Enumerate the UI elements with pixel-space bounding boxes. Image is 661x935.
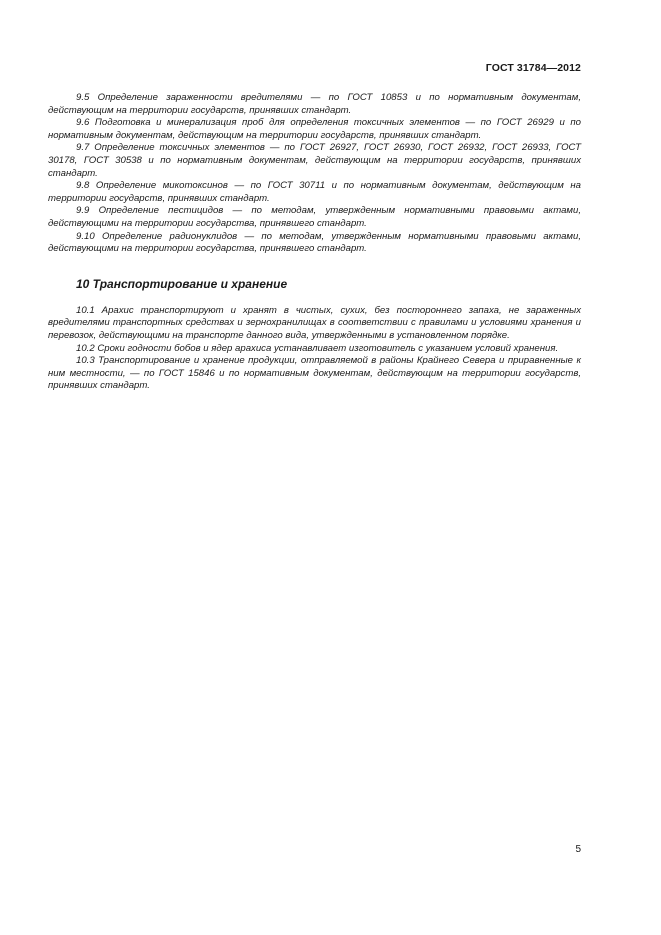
page-content bbox=[48, 92, 581, 393]
paragraph-9-9: 9.9 Определение пестицидов — по методам, утвержденным нормативными правовыми актами, действующими на территории государства, принявшего стандарт. bbox=[48, 205, 581, 229]
section-title-10: 10 Транспортирование и хранение bbox=[76, 276, 288, 291]
paragraph-9-7: 9.7 Определение токсичных элементов — по ГОСТ 26927, ГОСТ 26930, ГОСТ 26932, ГОСТ 26933, ГОСТ 30178, ГОСТ 30538 и по нормативным документам, действующим на территории государств, принявших стандарт. bbox=[48, 142, 581, 179]
paragraph-9-5: 9.5 Определение зараженности вредителями — по ГОСТ 10853 и по нормативным документам, действующим на территории государств, принявших стандарт. bbox=[48, 92, 581, 116]
paragraph-10-2: 10.2 Сроки годности бобов и ядер арахиса устанавливает изготовитель с указанием условий хранения. bbox=[76, 342, 559, 354]
paragraph-10-1: 10.1 Арахис транспортируют и хранят в чистых, сухих, без постороннего запаха, не зараженных вредителями транспортных средствах и зернохранилищах в соответствии с правилами и условиями хранения и перевозок, действующими на транспорте данного вида, утвержденными в установленном порядке. bbox=[48, 304, 581, 341]
paragraph-9-8: 9.8 Определение микотоксинов — по ГОСТ 30711 и по нормативным документам, действующим на территории государств, принявших стандарт. bbox=[48, 180, 581, 204]
paragraph-9-10: 9.10 Определение радионуклидов — по методам, утвержденным нормативными правовыми актами, действующими на территории государства, принявшего стандарт. bbox=[48, 230, 581, 255]
document-code: ГОСТ 31784—2012 bbox=[485, 62, 581, 74]
page-number: 5 bbox=[575, 844, 581, 855]
paragraph-10-3: 10.3 Транспортирование и хранение продукции, отправляемой в районы Крайнего Севера и приравненные к ним местности, — по ГОСТ 15846 и по нормативным документам, действующим на территории государств, принявших стандарт. bbox=[48, 355, 581, 392]
paragraph-9-6: 9.6 Подготовка и минерализация проб для определения токсичных элементов — по ГОСТ 26929 и по нормативным документам, действующим на территории государств, принявших стандарт. bbox=[48, 117, 581, 141]
